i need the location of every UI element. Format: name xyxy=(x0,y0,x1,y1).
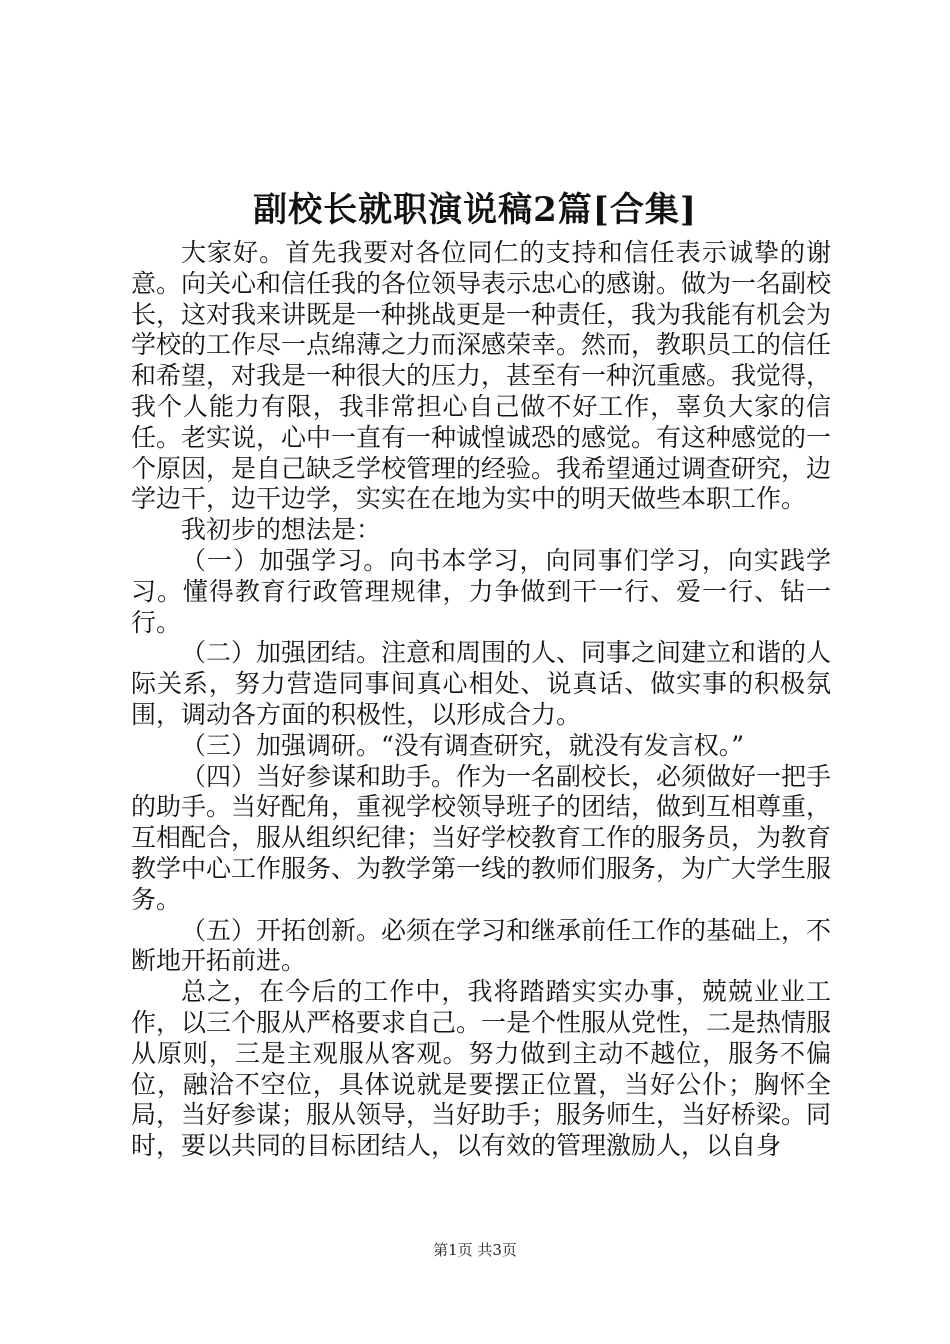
document-title: 副校长就职演说稿2篇[合集] xyxy=(253,190,697,230)
paragraph-ideas-intro: 我初步的想法是： xyxy=(181,515,382,545)
paragraph-point-3: （三）加强调研。“没有调查研究，就没有发言权。” xyxy=(181,730,745,760)
paragraph-summary: 总之，在今后的工作中，我将踏踏实实办事，兢兢业业工作，以三个服从严格要求自己。一是个性服从党性，二是热情服从原则，三是主观服从客观。努力做到主动不越位，服务不偏位，融洽不空位，具体说就是要摆正位置，当好公仆；胸怀全局，当好参谋；服从领导，当好助手；服务师生，当好桥梁。同时，要以共同的目标团结人，以有效的管理激励人，以自身 xyxy=(131,977,832,1161)
paragraph-point-5: （五）开拓创新。必须在学习和继承前任工作的基础上，不断地开拓前进。 xyxy=(131,915,832,976)
page-number-footer: 第1页 共3页 xyxy=(433,1241,517,1259)
paragraph-point-2: （二）加强团结。注意和周围的人、同事之间建立和谐的人际关系，努力营造同事间真心相处、说真话、做实事的积极氛围，调动各方面的积极性，以形成合力。 xyxy=(131,638,832,729)
paragraph-point-4: （四）当好参谋和助手。作为一名副校长，必须做好一把手的助手。当好配角，重视学校领导班子的团结，做到互相尊重，互相配合，服从组织纪律；当好学校教育工作的服务员，为教育教学中心工作服务、为教学第一线的教师们服务，为广大学生服务。 xyxy=(131,761,832,914)
document-body xyxy=(131,238,831,1162)
paragraph-point-1: （一）加强学习。向书本学习，向同事们学习，向实践学习。懂得教育行政管理规律，力争做到干一行、爱一行、钻一行。 xyxy=(131,545,831,637)
paragraph-greeting: 大家好。首先我要对各位同仁的支持和信任表示诚挚的谢意。向关心和信任我的各位领导表示忠心的感谢。做为一名副校长，这对我来讲既是一种挑战更是一种责任，我为我能有机会为学校的工作尽一点绵薄之力而深感荣幸。然而，教职员工的信任和希望，对我是一种很大的压力，甚至有一种沉重感。我觉得，我个人能力有限，我非常担心自己做不好工作，辜负大家的信任。老实说，心中一直有一种诚惶诚恐的感觉。有这种感觉的一个原因，是自己缺乏学校管理的经验。我希望通过调查研究，边学边干，边干边学，实实在在地为实中的明天做些本职工作。 xyxy=(131,238,832,514)
